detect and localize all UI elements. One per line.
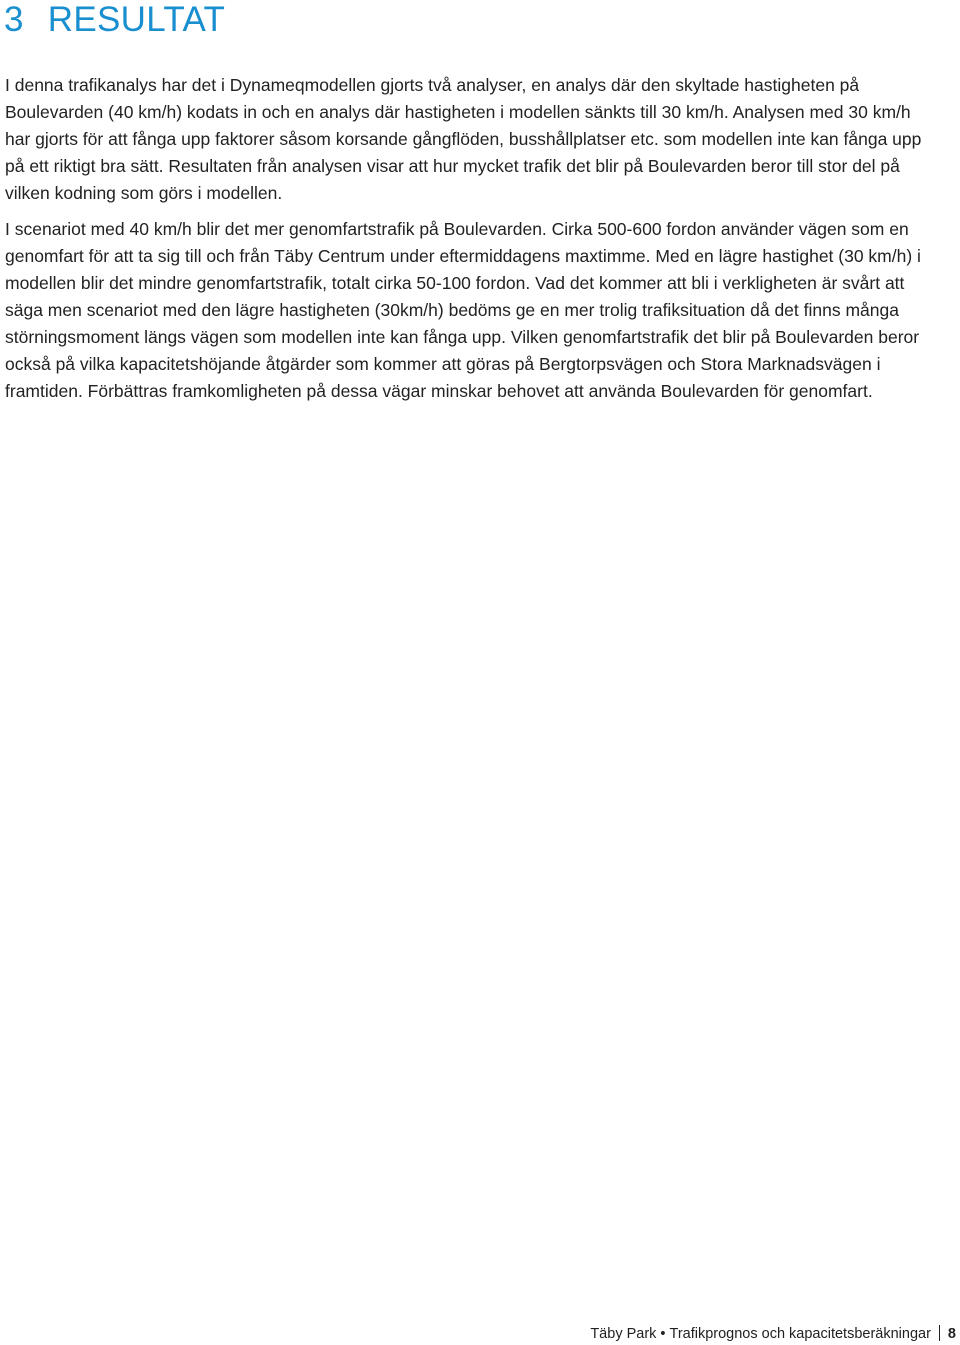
footer-project: Täby Park — [590, 1326, 657, 1342]
footer-document-title: Trafikprognos och kapacitetsberäkningar — [669, 1326, 931, 1342]
paragraph-scenario: I scenariot med 40 km/h blir det mer genomfartstrafik på Boulevarden. Cirka 500-600 fordon använder vägen som en genomfart för att ta sig till och från Täby Centrum under eftermiddagens maxtimme. Med en lägre hastighet (30 km/h) i modellen blir det mindre genomfartstrafik, totalt cirka 50-100 fordon. Vad det kommer att bli i verkligheten är svårt att säga men scenariot med den lägre hastigheten (30km/h) bedöms ge en mer trolig trafiksituation då det finns många störningsmoment längs vägen som modellen inte kan fånga upp. Vilken genomfartstrafik det blir på Boulevarden beror också på vilka kapacitetshöjande åtgärder som kommer att göras på Bergtorpsvägen och Stora Marknadsvägen i framtiden. Förbättras framkomligheten på dessa vägar minskar behovet att använda Boulevarden för genomfart. — [5, 219, 921, 401]
section-heading — [4, 0, 225, 40]
page-number: 8 — [947, 1326, 956, 1342]
paragraph-intro: I denna trafikanalys har det i Dynameqmodellen gjorts två analyser, en analys där den skyltade hastigheten på Boulevarden (40 km/h) kodats in och en analys där hastigheten i modellen sänkts till 30 km/h. Analysen med 30 km/h har gjorts för att fånga upp faktorer såsom korsande gångflöden, busshållplatser etc. som modellen inte kan fånga upp på ett riktigt bra sätt. Resultaten från analysen visar att hur mycket trafik det blir på Boulevarden beror till stor del på vilken kodning som görs i modellen. — [5, 75, 922, 203]
section-number: 3 — [4, 0, 24, 39]
footer-bullet: • — [660, 1326, 666, 1342]
body-text — [5, 72, 940, 414]
footer-divider — [939, 1325, 940, 1341]
section-title: RESULTAT — [47, 0, 226, 39]
page-footer — [590, 1324, 956, 1344]
